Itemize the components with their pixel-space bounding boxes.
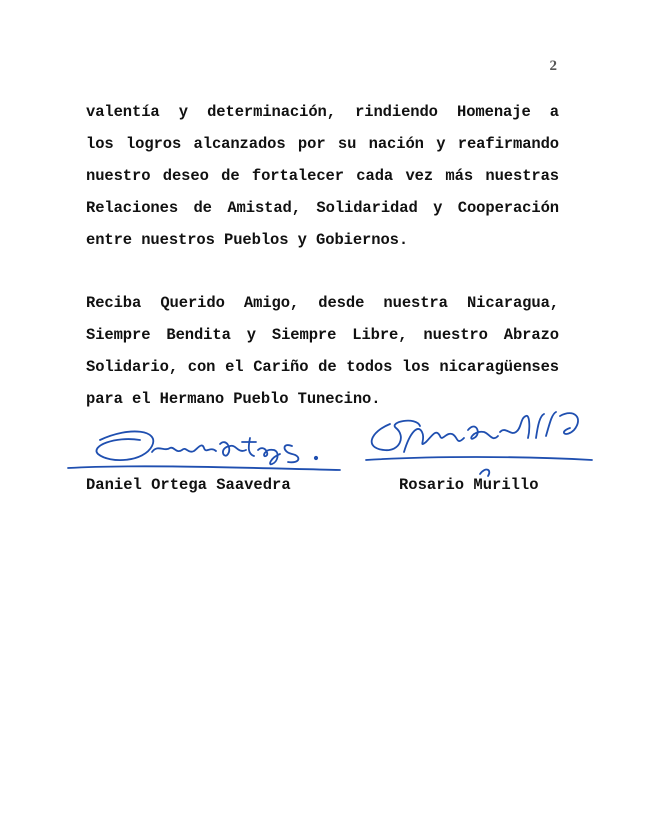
text-line: nuestro deseo de fortalecer cada vez más nuestras bbox=[86, 167, 559, 185]
text-line: Solidario, con el Cariño de todos los nicaragüenses bbox=[86, 358, 559, 376]
text-line: Relaciones de Amistad, Solidaridad y Cooperación bbox=[86, 199, 559, 217]
body-paragraph-1 bbox=[86, 96, 559, 256]
text-line: entre nuestros Pueblos y Gobiernos. bbox=[86, 231, 409, 249]
text-line: valentía y determinación, rindiendo Homenaje a bbox=[86, 103, 559, 121]
signer-name-left: Daniel Ortega Saavedra bbox=[86, 476, 291, 494]
signer-name-right: Rosario Murillo bbox=[399, 476, 539, 494]
body-paragraph-2 bbox=[86, 287, 559, 415]
text-line: para el Hermano Pueblo Tunecino. bbox=[86, 390, 381, 408]
page-number: 2 bbox=[549, 58, 557, 74]
signature-left bbox=[60, 418, 350, 480]
text-line: Reciba Querido Amigo, desde nuestra Nicaragua, bbox=[86, 294, 559, 312]
text-line: los logros alcanzados por su nación y reafirmando bbox=[86, 135, 559, 153]
signature-right bbox=[360, 402, 600, 480]
text-line: Siempre Bendita y Siempre Libre, nuestro Abrazo bbox=[86, 326, 559, 344]
